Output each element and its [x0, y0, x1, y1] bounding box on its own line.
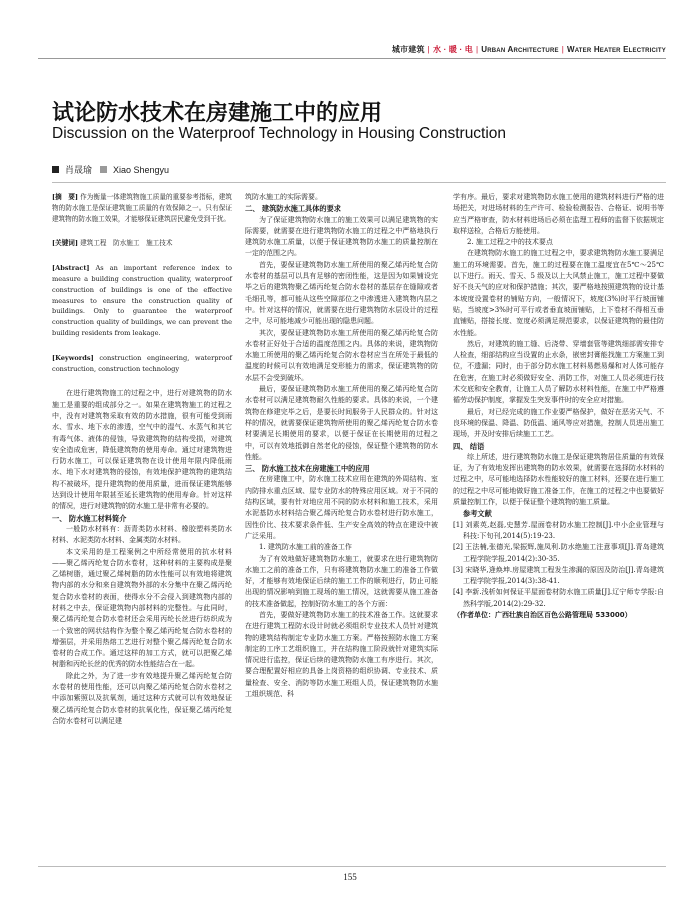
reference-item: [4] 李新.浅析如何保证平屋面卷材防水施工质量[J].辽宁师专学报:自然科学版,2014(2):29-32.	[453, 588, 664, 608]
body-paragraph: 最后，要保证建筑物防水施工所使用的聚乙烯丙纶复合防水卷材可以满足建筑物耐久性能的要求。具体的来说，一个建筑物在修建完毕之后，是要长时间服务于人民群众的。针对这样的情况，就需要保证建筑物所使用的聚乙烯丙纶复合防水卷材要满足长期使用的要求，以便于保证在长期使用的过程之中，可以有效地抵御自然老化的侵蚀，保证整个建筑物的防水性能。	[245, 385, 438, 461]
header-category: 城市建筑	[391, 45, 425, 54]
keywords-cn-text: 建筑工程 防水施工 施工技术	[80, 239, 173, 248]
abstract-en-label: [Abstract]	[52, 264, 90, 273]
keywords-cn	[52, 238, 232, 249]
abstract-en	[52, 263, 232, 339]
keywords-en-text: construction engineering, waterproof construction, construction technology	[52, 353, 232, 373]
abstract-cn-label: [摘 要]	[52, 193, 79, 201]
article-title-en: Discussion on the Waterproof Technology in Housing Construction	[52, 125, 507, 142]
square-bullet-icon	[52, 166, 59, 173]
abstract-cn	[52, 192, 232, 224]
body-paragraph: 在进行建筑物施工的过程之中，进行对建筑物的防水施工是重要的组成部分之一。如果在建筑物施工的过程之中，没有对建筑物采取有效的防水措施，很有可能受到雨水、雪水、地下水的渗透，空气中的湿气、水蒸气和其它有毒气体、液体的侵蚀，导致建筑物的结构受损，对建筑安全造成危害，降低建筑物的使用寿命。通过对建筑物进行防水施工，可以保证建筑物在设计使用年限内降低雨水、地下水对建筑物的侵蚀，有效地保护建筑物的建筑结构不被破坏，提升建筑物的使用质量，进而保证建筑能够达到设计使用年限甚至延长建筑物的使用寿命。针对这样的情况，进行对建筑物的防水施工是非常有必要的。	[52, 389, 232, 511]
references	[453, 508, 664, 621]
section-heading: 二、 建筑防水施工具体的要求	[245, 204, 341, 214]
body-paragraph: 为了有效地做好建筑物防水施工，就要求在进行建筑物防水施工之前的准备工作，只有将建筑物防水施工的准备工作做好，才能够有效地保证后续的施工工作的顺利进行，防止可能出现的情况影响到施工现场的施工情况，这就需要从施工准备的技术准备做起，控制好防水施工的各个方面：	[245, 554, 438, 608]
abstract-en-text: As an important reference index to measure a building construction quality, waterproof construction of buildings is one of the effective measures to ensure the construction quality of buildings. Only to guarantee the waterproof construction quality of buildings, we can prevent the building residents from leakage.	[52, 264, 232, 337]
header-divider: |	[475, 45, 479, 54]
abstract-cn-text: 作为衡量一体建筑物施工质量的重要参考指标，建筑物的防水施工是保证建筑施工质量的有效保障之一。只有保证建筑物的防水施工效果，才能够保证建筑居民避免受到干扰。	[52, 193, 232, 223]
abstract-block	[52, 192, 232, 374]
footer-rule	[38, 866, 666, 867]
header-divider: |	[561, 45, 564, 54]
body-paragraph: 然后，对建筑的施工缝、后浇带、穿墙套管等建筑细部需安排专人检查，细部结构应当设置的止水条，嵌密封膏能找施工方案施工到位，不遗漏；同时，由于部分防水施工材料易燃易爆和对人体可能存在危害，在施工时必须做好安全、消防工作，对施工人员必须进行技术交底和安全教育，让施工人员了解防水材料性能，在施工中严格遵循劳动保护制度，掌握发生突发事件时的安全应对措施。	[453, 339, 664, 405]
author-affiliation: （作者单位：广西壮族自治区百色公路管理局 533000）	[453, 610, 632, 619]
body-paragraph: 其次，要保证建筑物防水施工所使用的聚乙烯丙纶复合防水卷材正好处于合适的温度范围之内。具体的来说，建筑物防水施工所使用的聚乙烯丙纶复合防水卷材应当在所处于最低的温度的时候可以有效地满足变形能力的需求，保证建筑物的防水层不会受到破坏。	[245, 328, 438, 382]
body-paragraph: 在建筑物防水施工的施工过程之中，要求建筑物防水施工要满足施工的环境需要。首先，施工的过程要在施工温度宜在5℃～25℃以下进行。雨天、雪天、5 级及以上大风禁止施工，施工过程中要做好不良天气的应对和保护措施；其次，要严格地按照建筑物的设计基本坡度设置卷材的铺贴方向，一般情况下，坡度(3%)时平行坡面铺贴，当坡度>3%时可平行或者垂直坡面铺贴，上下卷材不得相互垂直铺贴，搭接长度、宽度必须满足规范要求，以保证建筑物的最佳防水性能。	[453, 249, 664, 337]
keywords-cn-label: [关键词]	[52, 239, 79, 248]
body-paragraph: 首先，要保证建筑物防水施工所使用的聚乙烯丙纶复合防水卷材的基层可以具有足够的密闭性能，这是因为如果铺设完毕之后的建筑物聚乙烯丙纶复合防水卷材的基层存在缝隙或者毛细孔等，都可能从这些空隙部位之中渗透进入建筑物内层之中。针对这样的情况，就需要在进行建筑物防水层设计的过程之中，尽可能地减少可能出现的隐患问题。	[245, 260, 438, 326]
running-header	[392, 44, 666, 55]
header-divider: |	[427, 45, 430, 54]
reference-item: [3] 宋晓华,逄焕坤.房屋建筑工程发生渗漏的原因及防治[J].青岛建筑工程学院学报,2014(3):38-41.	[453, 565, 664, 586]
keywords-en-label: [Keywords]	[52, 353, 94, 362]
body-paragraph: 为了保证建筑物防水施工的施工效果可以满足建筑物的实际需要，就需要在进行建筑物防水施工的过程之中严格地执行建筑防水施工质量，以便于保证建筑物防水施工的质量控制在一定的范围之内。	[245, 215, 438, 258]
header-rule	[38, 58, 666, 59]
reference-item: [1] 刘素英,赵磊,史慧芳.屋面卷材防水施工控制[J].中小企业管理与科技:下旬刊,2014(5):19-23.	[453, 520, 664, 540]
page-number: 155	[343, 872, 357, 882]
body-paragraph: 综上所述，进行建筑物防水施工是保证建筑物居住质量的有效保证，为了有效地发挥出建筑物的防水效果，就需要在选择防水材料的过程之中，尽可能地选择防水性能较好的施工材料，还要在进行施工的过程之中尽可能地做好施工准备工作，在施工的过程之中也要做好质量控制工作，以便于保证整个建筑物的施工质量。	[453, 452, 664, 507]
author-rule	[52, 182, 666, 183]
keywords-en	[52, 353, 232, 375]
body-paragraph: 首先，要做好建筑物防水施工的技术准备工作。这就要求在进行建筑工程防水设计时就必须组织专业技术人员针对建筑物的建筑结构制定专业防水施工方案。严格按照防水施工方案制定的工序工艺组织施工，并在结构施工阶段就针对建筑实际情况进行监控，保证后续的建筑物防水施工有序进行。其次，要合理配置好相应的具备上岗资格的组织协调、专业技术、质量检查、安全、消防等防水施工班组人员，保证建筑物防水施工组织规范、科	[245, 610, 438, 699]
header-subtitle-en: Water Heater Electricity	[566, 45, 666, 54]
body-paragraph: 一般防水材料有：沥青类防水材料、橡胶塑料类防水材料、水泥类防水材料、金属类防水材料。	[52, 524, 232, 545]
body-paragraph: 学有序。最后，要求对建筑物防水施工使用的建筑材料进行严格的进场把关，对进场材料的生产许可、检验检测报告、合格证、说明书等应当严格审查，防水材料进场后必须在监理工程师的监督下依据规定取样送检，合格后方能使用。	[453, 193, 664, 235]
article-title-cn: 试论防水技术在房建施工中的应用	[52, 101, 383, 126]
header-subtitle: 水 · 暖 · 电	[432, 45, 473, 54]
header-category-en: Urban Architecture	[481, 45, 559, 54]
body-paragraph: 筑防水施工的实际需要。	[245, 193, 322, 201]
body-paragraph: 在房建施工中，防水施工技术应用在建筑的外周结构、室内防排水重点区域、屋专业防水的特殊应用区域。对于不同的结构区域，要有针对地应用不同的防水材料和施工技术，采用水泥基防水材料结合聚乙烯丙纶复合防水卷材进行防水施工，因性价比、技术要求条件低、生产安全高效的特点在建设中被广泛采用。	[245, 475, 438, 540]
section-heading: 三、 防水施工技术在房建施工中的应用	[245, 464, 370, 474]
subsection-heading: 2. 施工过程之中的技术要点	[467, 238, 553, 247]
references-heading: 参考文献	[463, 509, 492, 519]
section-heading: 一、 防水施工材料简介	[52, 513, 127, 523]
body-paragraph: 本文采用的是工程案例之中所经常使用的抗水材料——聚乙烯丙纶复合防水卷材，这种材料的主要构成是聚乙烯树脂，通过聚乙烯树脂的防水性能可以有效地将建筑物内部的水分和来自建筑物外部的水分集中在聚乙烯丙纶复合防水卷材的表面，使得水分不会侵入到建筑物内部的材料之中去，保证建筑物内部材料的完整性。与此同时，聚乙烯丙纶复合防水卷材还会采用丙纶长丝进行纺织成为一个致密的网状结构作为整个聚乙烯丙纶复合防水卷材的增强层，并采用热熔工艺进行对整个聚乙烯丙纶复合防水卷材的合成工作。通过这样的加工方式，就可以把聚乙烯树脂和丙纶长丝的优秀的防水性能结合在一起。	[52, 547, 232, 669]
author-name-cn: 肖晟瑜	[65, 166, 93, 176]
subsection-heading: 1. 建筑防水施工前的准备工作	[259, 543, 352, 552]
author-name-en: Xiao Shengyu	[113, 164, 170, 175]
square-bullet-icon	[100, 166, 107, 173]
column-2	[245, 192, 438, 700]
author-line	[52, 163, 169, 176]
column-3	[453, 192, 664, 621]
column-1	[52, 192, 232, 727]
body-paragraph: 除此之外，为了进一步有效地提升聚乙烯丙纶复合防水卷材的使用性能，还可以向聚乙烯丙纶复合防水卷材之中添加紫照以及抗氧剂，通过这种方式就可以有效地保证聚乙烯丙纶复合防水卷材的抗氧化性，保证聚乙烯丙纶复合防水卷材可以满足建	[52, 671, 232, 725]
section-heading: 四、 结语	[453, 441, 485, 451]
reference-item: [2] 王法楠,张德光,梁振辉,施凤利.防水绝施工注意事项[J].青岛建筑工程学院学报,2014(2):30-35.	[453, 543, 664, 563]
body-paragraph: 最后，对已经完成的施工作业要严格保护，做好在恶劣天气、不良环境的保温、降温、防低温、通风等应对措施，控制人员进出施工现场，并及时安排后续施工工艺。	[453, 407, 664, 439]
